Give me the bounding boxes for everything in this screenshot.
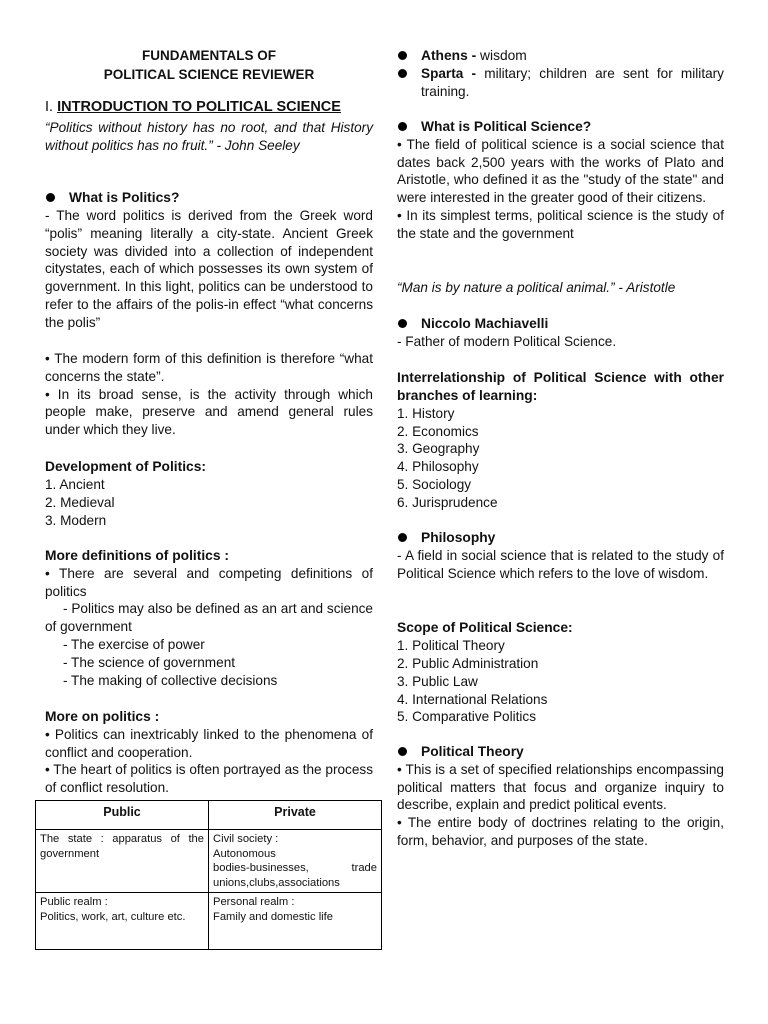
bullet-icon [398,69,407,78]
what-is-politics-heading: What is Politics? [45,189,373,207]
table-cell: Personal realm : Family and domestic life [209,893,382,950]
scope-heading: Scope of Political Science: [397,620,573,635]
sparta-item [397,65,724,101]
table-row [36,893,382,950]
what-is-politics [45,189,373,207]
section-title: INTRODUCTION TO POLITICAL SCIENCE [57,99,341,115]
list-item: - The science of government [63,654,236,670]
more-on-politics-p1: • Politics can inextricably linked to the phenomena of conflict and cooperation. [45,726,373,760]
more-on-politics-heading: More on politics : [45,709,160,724]
seeley-quote-text: “Politics without history has no root, and that History without politics has no fruit.” - John Seeley [45,120,373,153]
aristotle-quote [397,279,724,297]
scope [397,619,724,726]
more-on-politics [45,708,373,797]
table-header-row [36,801,382,830]
athens-label: Athens - [421,48,477,63]
political-theory [397,743,724,850]
what-is-polsci-heading: What is Political Science? [397,118,724,136]
interrelationship [397,369,724,512]
more-definitions-p1: • There are several and competing definitions of politics [45,565,373,599]
machiavelli-heading: Niccolo Machiavelli [397,315,724,333]
document-title-line1: FUNDAMENTALS OF [142,48,276,63]
polsci-p2: • In its simplest terms, political science is the study of the state and the government [397,207,724,241]
list-item: - The making of collective decisions [63,672,278,688]
what-is-polsci [397,118,724,243]
more-definitions [45,547,373,690]
table-cell: The state : apparatus of the government [36,830,209,893]
section-number: I. [45,99,58,115]
table-cell: Public realm : Politics, work, art, culture etc. [36,893,209,950]
bullet-icon [398,319,407,328]
athens-text: wisdom [476,48,527,63]
bullet-icon [398,533,407,542]
list-item: 2. Medieval [45,494,115,510]
machiavelli-text: - Father of modern Political Science. [397,333,617,349]
list-item: 5. Sociology [397,477,472,493]
list-item: 3. Public Law [397,673,478,689]
politics-modern-definition [45,350,373,439]
philosophy-text: - A field in social science that is related to the study of Political Science which refers to the love of wisdom. [397,547,724,581]
bullet-icon [46,193,55,202]
list-item: 3. Modern [45,512,107,528]
aristotle-quote-text: “Man is by nature a political animal.” - Aristotle [397,280,676,295]
public-private-table [35,800,382,950]
list-item: 3. Geography [397,441,480,457]
list-item: 2. Public Administration [397,655,539,671]
political-theory-p1: • This is a set of specified relationships encompassing political matters that focus and organize inquiry to describe, explain and predict political events. [397,761,724,813]
sparta-label: Sparta - [421,66,477,81]
machiavelli [397,315,724,351]
bullet-icon [398,51,407,60]
seeley-quote [45,119,373,155]
political-theory-p2: • The entire body of doctrines relating to the origin, form, behavior, and purposes of the state. [397,815,724,848]
section-heading [45,99,373,117]
athens-item [397,47,724,65]
list-item: 1. Political Theory [397,637,505,653]
more-on-politics-p2: • The heart of politics is often portrayed as the process of conflict resolution. [45,762,373,796]
list-item: 6. Jurisprudence [397,495,498,511]
more-definitions-p2: - Politics may also be defined as an art and science of government [45,601,373,635]
bullet-icon [398,122,407,131]
bullet-icon [398,747,407,756]
document-title-line2: POLITICAL SCIENCE REVIEWER [103,67,315,82]
politics-paragraph-3: • In its broad sense, is the activity through which people make, preserve and amend general rules under which they live. [45,386,373,438]
political-theory-heading: Political Theory [397,743,724,761]
philosophy-heading: Philosophy [397,529,724,547]
table-cell: Civil society : Autonomous bodies-businesses, trade unions,clubs,associations [209,830,382,893]
list-item: 1. History [397,405,455,421]
sparta-text: military; children are sent for military training. [421,66,724,99]
list-item: 4. Philosophy [397,459,479,475]
development-heading: Development of Politics: [45,459,206,474]
table-header-private: Private [209,801,382,830]
politics-paragraph-1: - The word politics is derived from the Greek word “polis” meaning literally a city-state. Ancient Greek society was divided into a collection of independent citystates, each of which possesses its own system of government. In this light, politics can be understood to refer to the affairs of the polis-in effect “what concerns the polis” [45,208,373,330]
list-item: 1. Ancient [45,476,105,492]
list-item: 5. Comparative Politics [397,709,537,725]
development-of-politics [45,458,373,530]
what-is-politics-body [45,207,373,332]
polsci-p1: • The field of political science is a social science that dates back 2,500 years with the works of Plato and Aristotle, who defined it as the "study of the state" and were interested in the greater good of their citizens. [397,136,724,206]
list-item: 2. Economics [397,423,479,439]
table-row [36,830,382,893]
interrelationship-heading: Interrelationship of Political Science with other branches of learning: [397,370,724,403]
list-item: 4. International Relations [397,691,548,707]
table-header-public: Public [36,801,209,830]
more-definitions-heading: More definitions of politics : [45,548,229,563]
politics-paragraph-2: • The modern form of this definition is therefore “what concerns the state”. [45,351,373,384]
philosophy [397,529,724,582]
list-item: - The exercise of power [63,636,205,652]
